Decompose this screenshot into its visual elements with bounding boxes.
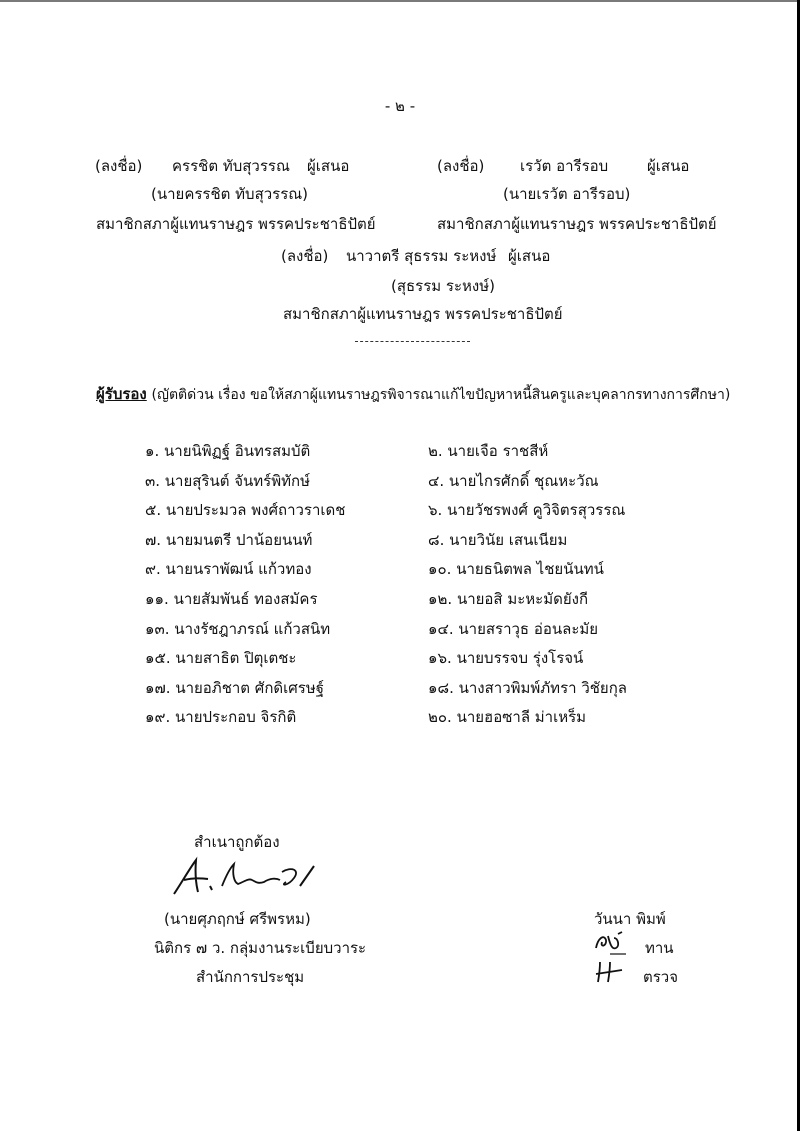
endorser-item: ๘. นายวินัย เสนเนียม — [428, 530, 568, 549]
endorsement-subject: (ญัตติด่วน เรื่อง ขอให้สภาผู้แทนราษฎรพิจารณาแก้ไขปัญหาหนี้สินครูและบุคลากรทางการศึกษา) — [151, 387, 731, 403]
page-number: - ๒ - — [384, 97, 416, 115]
endorser-item: ๓. นายสุรินต์ จันทร์พิทักษ์ — [145, 471, 310, 490]
certifier-position: นิติกร ๗ ว. กลุ่มงานระเบียบวาระ — [154, 939, 367, 957]
reviewer-label: ตรวจ — [643, 968, 679, 986]
proposer-role: ผู้เสนอ — [647, 157, 690, 175]
sign-prefix: (ลงชื่อ) — [95, 157, 143, 175]
page-top-border — [0, 0, 800, 2]
proposer-full-name: (นายครรชิต ทับสุวรรณ) — [151, 185, 309, 203]
checker-initials — [592, 928, 628, 956]
endorser-item: ๑. นายนิพิฏฐ์ อินทรสมบัติ — [145, 442, 311, 460]
section-separator — [355, 341, 470, 342]
proposer-position: สมาชิกสภาผู้แทนราษฎร พรรคประชาธิปัตย์ — [283, 305, 563, 323]
endorser-list-left — [145, 437, 345, 733]
endorser-item: ๑๐. นายธนิตพล ไชยนันทน์ — [428, 560, 604, 579]
endorser-item: ๒๐. นายฮอซาลี ม่าเหร็ม — [428, 708, 587, 727]
certifier-office: สำนักการประชุม — [196, 968, 305, 986]
proposer-role: ผู้เสนอ — [307, 157, 350, 175]
certification-label: สำเนาถูกต้อง — [194, 833, 280, 851]
endorser-item: ๒. นายเจือ ราชสีห์ — [428, 442, 549, 460]
checker-label: ทาน — [645, 939, 674, 957]
certifier-name: (นายศุภฤกษ์ ศรีพรหม) — [164, 910, 311, 928]
endorsement-heading: ผู้รับรอง — [96, 385, 147, 403]
endorser-item: ๑๑. นายสัมพันธ์ ทองสมัคร — [145, 589, 318, 608]
sign-prefix: (ลงชื่อ) — [281, 247, 329, 265]
sign-prefix: (ลงชื่อ) — [437, 157, 485, 175]
reviewer-initials — [594, 958, 628, 986]
endorser-item: ๑๕. นายสาธิต ปิตุเตชะ — [145, 649, 297, 668]
endorser-item: ๑๓. นางรัชฎาภรณ์ แก้วสนิท — [145, 619, 331, 638]
endorser-item: ๕. นายประมวล พงศ์ถาวราเดช — [145, 501, 346, 520]
proposer-role: ผู้เสนอ — [508, 247, 551, 265]
proposer-full-name: (นายเรวัต อารีรอบ) — [503, 185, 631, 203]
endorser-item: ๑๘. นางสาวพิมพ์ภัทรา วิชัยกุล — [428, 678, 627, 697]
endorser-item: ๑๖. นายบรรจบ รุ่งโรจน์ — [428, 649, 584, 668]
endorser-list-right — [428, 437, 627, 733]
endorser-item: ๑๙. นายประกอบ จิรกิติ — [145, 708, 297, 727]
endorsement-title — [96, 382, 730, 406]
signature-name: นาวาตรี สุธรรม ระหงษ์ — [346, 247, 497, 265]
endorser-item: ๙. นายนราพัฒน์ แก้วทอง — [145, 560, 312, 579]
handwritten-signature — [168, 852, 318, 902]
endorser-item: ๗. นายมนตรี ปาน้อยนนท์ — [145, 530, 313, 549]
endorser-item: ๑๒. นายอสิ มะหะมัดยังกี — [428, 589, 589, 608]
signature-name: ครรชิต ทับสุวรรณ — [172, 157, 290, 175]
typist-record: วันนา พิมพ์ — [594, 910, 666, 928]
proposer-position: สมาชิกสภาผู้แทนราษฎร พรรคประชาธิปัตย์ — [96, 215, 376, 233]
endorser-item: ๑๔. นายสราวุธ อ่อนละมัย — [428, 619, 599, 638]
endorser-item: ๔. นายไกรศักดิ์ ชุณหะวัณ — [428, 471, 599, 490]
endorser-item: ๖. นายวัชรพงศ์ คูวิจิตรสุวรรณ — [428, 501, 626, 520]
signature-name: เรวัต อารีรอบ — [520, 157, 609, 175]
endorser-item: ๑๗. นายอภิชาต ศักดิเศรษฐ์ — [145, 678, 325, 697]
proposer-position: สมาชิกสภาผู้แทนราษฎร พรรคประชาธิปัตย์ — [437, 215, 717, 233]
proposer-full-name: (สุธรรม ระหงษ์) — [391, 277, 495, 295]
